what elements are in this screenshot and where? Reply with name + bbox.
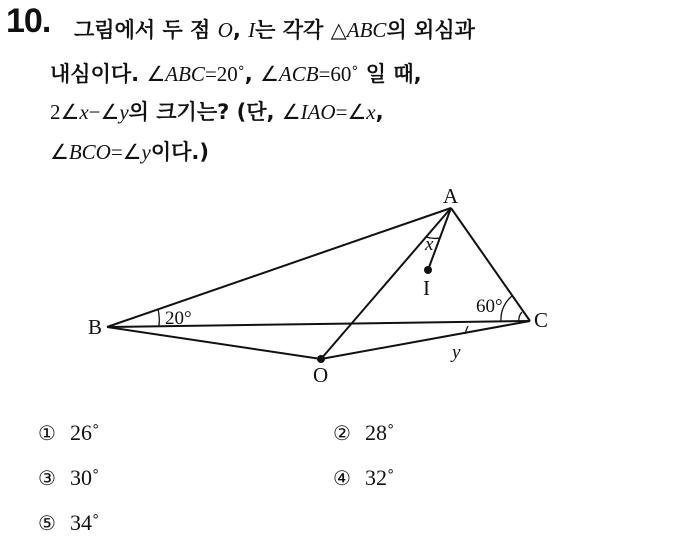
angle-b-label: 20° xyxy=(165,308,192,329)
angle-y-label: y xyxy=(452,342,461,363)
math-text-line2-6: ACB xyxy=(278,62,319,86)
option-5-marker: ⑤ xyxy=(38,511,56,535)
math-text-line3-2: −∠ xyxy=(88,100,120,124)
math-text-line2-7: =60˚ xyxy=(318,62,359,86)
option-1-marker: ① xyxy=(38,421,56,445)
angle-x-label: x xyxy=(425,234,434,255)
math-text-line1-6: ABC xyxy=(346,18,387,42)
math-text-line4-1: BCO xyxy=(68,140,111,164)
label-c: C xyxy=(534,308,549,332)
math-text-line2-2: ABC xyxy=(165,62,205,86)
math-text-line4-2: =∠ xyxy=(110,140,142,164)
option-4-marker: ④ xyxy=(333,466,351,490)
question-text-line1-2: , xyxy=(232,18,249,42)
segment-bo xyxy=(107,327,321,359)
option-1-value: 26˚ xyxy=(69,420,100,445)
math-text-line4-3: y xyxy=(141,140,151,164)
option-5[interactable] xyxy=(38,510,99,536)
math-text-line3-6: IAO xyxy=(300,100,336,124)
question-text-line4-4: 이다.) xyxy=(150,140,209,164)
question-text-line3-4: 의 크기는? (단, xyxy=(128,100,282,124)
question-text-line1-7: 의 외심과 xyxy=(386,18,475,42)
question-text-line2-4: , xyxy=(244,62,261,86)
point-i xyxy=(424,266,432,274)
option-3-marker: ③ xyxy=(38,466,56,490)
math-text-line3-8: x xyxy=(366,100,376,124)
question-text-line1-0: 그림에서 두 점 xyxy=(74,18,218,42)
question-number: 10. xyxy=(6,2,51,40)
option-2-value: 28˚ xyxy=(364,420,395,445)
math-text-line3-5: ∠ xyxy=(281,100,301,124)
option-4[interactable] xyxy=(333,465,394,491)
option-1[interactable] xyxy=(38,420,99,446)
option-4-value: 32˚ xyxy=(364,465,395,490)
math-text-line3-3: y xyxy=(119,100,129,124)
segment-oc xyxy=(321,321,530,359)
angle-c-label: 60° xyxy=(476,296,503,317)
math-text-line2-3: =20˚ xyxy=(204,62,245,86)
math-text-line1-5: △ xyxy=(330,18,347,42)
label-o: O xyxy=(313,363,329,387)
option-2[interactable] xyxy=(333,420,394,446)
math-text-line2-1: ∠ xyxy=(146,62,166,86)
math-text-line3-0: 2∠ xyxy=(50,100,80,124)
option-2-marker: ② xyxy=(333,421,351,445)
question-text-line2-0: 내심이다. xyxy=(50,62,147,86)
math-text-line1-3: I xyxy=(248,18,256,42)
option-5-value: 34˚ xyxy=(69,510,100,535)
math-text-line3-1: x xyxy=(79,100,89,124)
math-text-line3-7: =∠ xyxy=(335,100,367,124)
math-text-line1-1: O xyxy=(217,18,233,42)
option-3[interactable] xyxy=(38,465,99,491)
question-text-line3-9: , xyxy=(375,100,384,124)
label-a: A xyxy=(443,184,459,208)
question-text-line1-4: 는 각각 xyxy=(255,18,331,42)
label-b: B xyxy=(88,315,103,339)
question-text-line2-8: 일 때, xyxy=(358,62,422,86)
option-3-value: 30˚ xyxy=(69,465,100,490)
label-i: I xyxy=(423,276,430,300)
point-o xyxy=(317,355,325,363)
angle-arc-b xyxy=(158,309,159,326)
math-text-line4-0: ∠ xyxy=(50,140,69,164)
math-text-line2-5: ∠ xyxy=(260,62,279,86)
